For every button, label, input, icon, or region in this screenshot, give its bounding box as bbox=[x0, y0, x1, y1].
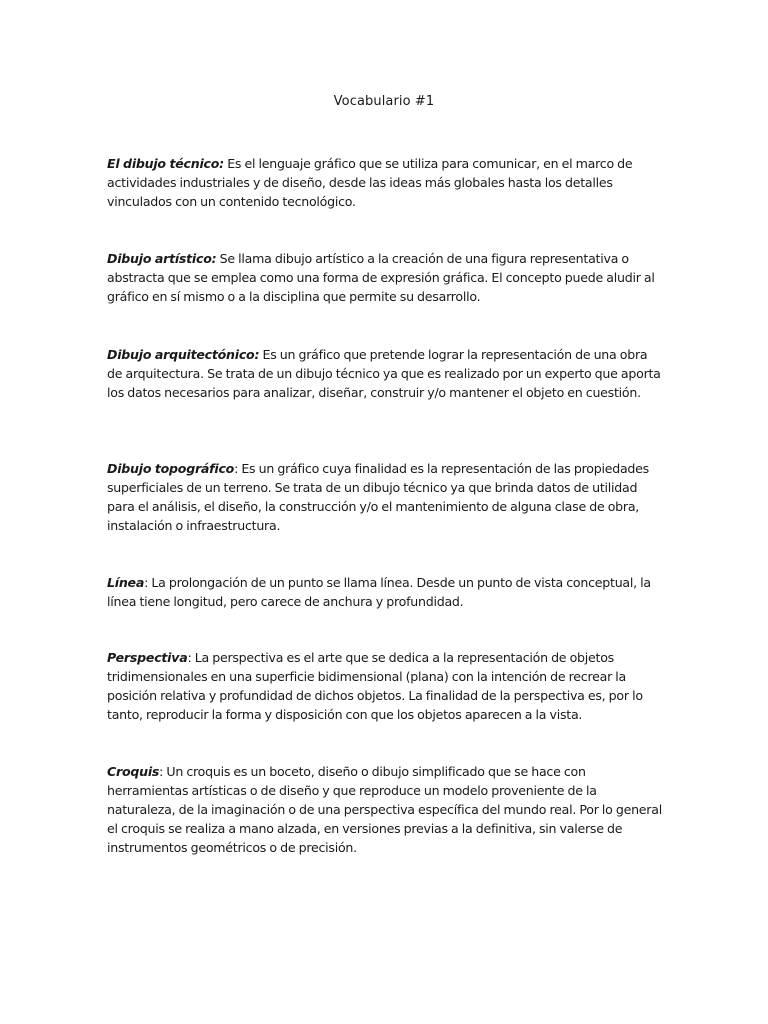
entry-definition: : La prolongación de un punto se llama línea. Desde un punto de vista conceptual, la línea tiene longitud, pero carece de anchura y profundidad. bbox=[107, 575, 651, 609]
entry-term: Dibujo topográfico bbox=[107, 461, 235, 476]
entry-term: Dibujo artístico: bbox=[107, 251, 217, 266]
entry-definition: Es un gráfico que pretende lograr la representación de una obra de arquitectura. Se trata de un dibujo técnico ya que es realizado por un experto que aporta los datos necesarios para analizar, diseñar, construir y/o mantener el objeto en cuestión. bbox=[107, 347, 661, 400]
vocabulary-entry-perspectiva bbox=[107, 648, 663, 724]
entry-definition: : Es un gráfico cuya finalidad es la representación de las propiedades superficiales de un terreno. Se trata de un dibujo técnico ya que brinda datos de utilidad para el análisis, el diseño, la construcción y/o el mantenimiento de alguna clase de obra, instalación o infraestructura. bbox=[107, 461, 649, 533]
entry-term: El dibujo técnico: bbox=[107, 156, 224, 171]
entry-term: Dibujo arquitectónico: bbox=[107, 347, 260, 362]
vocabulary-entry-dibujo-topografico bbox=[107, 459, 663, 535]
entry-term: Perspectiva bbox=[107, 650, 188, 665]
entry-definition: : La perspectiva es el arte que se dedica a la representación de objetos tridimensionales en una superficie bidimensional (plana) con la intención de recrear la posición relativa y profundidad de dichos objetos. La finalidad de la perspectiva es, por lo tanto, reproducir la forma y disposición con que los objetos aparecen a la vista. bbox=[107, 650, 643, 722]
vocabulary-entry-dibujo-artistico bbox=[107, 249, 663, 306]
entry-definition: Se llama dibujo artístico a la creación de una figura representativa o abstracta que se emplea como una forma de expresión gráfica. El concepto puede aludir al gráfico en sí mismo o a la disciplina que permite su desarrollo. bbox=[107, 251, 655, 304]
document-title: Vocabulario #1 bbox=[333, 94, 435, 109]
entry-term: Línea bbox=[107, 575, 145, 590]
vocabulary-entry-croquis bbox=[107, 762, 663, 857]
vocabulary-entry-linea bbox=[107, 573, 663, 611]
entry-definition: Es el lenguaje gráfico que se utiliza para comunicar, en el marco de actividades industriales y de diseño, desde las ideas más globales hasta los detalles vinculados con un contenido tecnológico. bbox=[107, 156, 633, 209]
vocabulary-entry-dibujo-arquitectonico bbox=[107, 345, 663, 402]
entry-definition: : Un croquis es un boceto, diseño o dibujo simplificado que se hace con herramientas artísticas o de diseño y que reproduce un modelo proveniente de la naturaleza, de la imaginación o de una perspectiva específica del mundo real. Por lo general el croquis se realiza a mano alzada, en versiones previas a la definitiva, sin valerse de instrumentos geométricos o de precisión. bbox=[107, 764, 662, 855]
vocabulary-entry-dibujo-tecnico bbox=[107, 154, 663, 211]
entry-term: Croquis bbox=[107, 764, 160, 779]
